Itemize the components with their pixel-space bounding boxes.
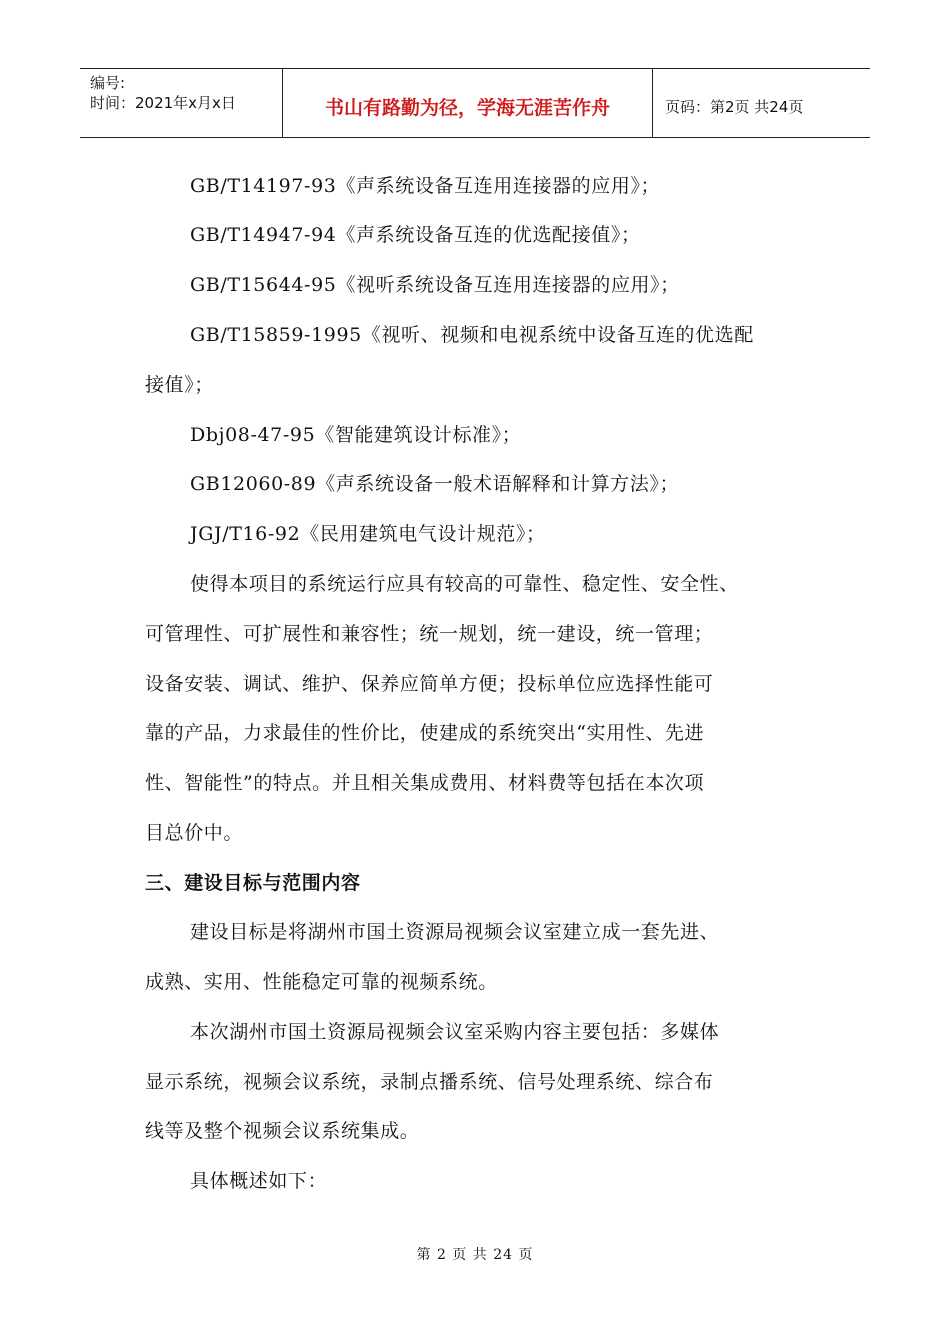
document-date: 时间：2021年x月x日 (90, 94, 236, 112)
header-page-info: 页码：第2页 共24页 (665, 97, 804, 116)
page-header (80, 68, 870, 138)
standard-line-continued: 接值》； (145, 374, 214, 396)
paragraph-line: 可管理性、可扩展性和兼容性；统一规划，统一建设，统一管理； (145, 623, 714, 645)
paragraph-line: 线等及整个视频会议系统集成。 (145, 1120, 420, 1142)
standard-line: GB/T15859-1995《视听、视频和电视系统中设备互连的优选配 (190, 324, 754, 346)
paragraph-line: 目总价中。 (145, 822, 244, 844)
standard-line: Dbj08-47-95《智能建筑设计标准》； (190, 424, 522, 446)
standard-line: GB/T15644-95《视听系统设备互连用连接器的应用》； (190, 274, 680, 296)
standard-line: GB12060-89《声系统设备一般术语解释和计算方法》； (190, 473, 680, 495)
paragraph-line: 设备安装、调试、维护、保养应简单方便；投标单位应选择性能可 (145, 673, 714, 695)
paragraph-line: 本次湖州市国土资源局视频会议室采购内容主要包括：多媒体 (190, 1021, 720, 1043)
header-motto: 书山有路勤为径，学海无涯苦作舟 (283, 69, 653, 137)
standard-line: GB/T14197-93《声系统设备互连用连接器的应用》； (190, 175, 661, 197)
paragraph-line: 使得本项目的系统运行应具有较高的可靠性、稳定性、安全性、 (190, 573, 739, 595)
paragraph-line: 性、智能性”的特点。并且相关集成费用、材料费等包括在本次项 (145, 772, 705, 794)
standard-line: JGJ/T16-92《民用建筑电气设计规范》； (190, 523, 546, 545)
paragraph-line: 成熟、实用、性能稳定可靠的视频系统。 (145, 971, 498, 993)
paragraph-line: 具体概述如下： (190, 1170, 328, 1192)
document-number-label: 编号: (90, 74, 126, 92)
paragraph-line: 靠的产品，力求最佳的性价比，使建成的系统突出“实用性、先进 (145, 722, 705, 744)
paragraph-line: 建设目标是将湖州市国土资源局视频会议室建立成一套先进、 (190, 921, 720, 943)
paragraph-line: 显示系统，视频会议系统，录制点播系统、信号处理系统、综合布 (145, 1071, 714, 1093)
section-heading: 三、建设目标与范围内容 (145, 872, 361, 894)
header-meta (80, 69, 283, 137)
standard-line: GB/T14947-94《声系统设备互连的优选配接值》； (190, 224, 641, 246)
page-footer: 第 2 页 共 24 页 (416, 1247, 534, 1263)
